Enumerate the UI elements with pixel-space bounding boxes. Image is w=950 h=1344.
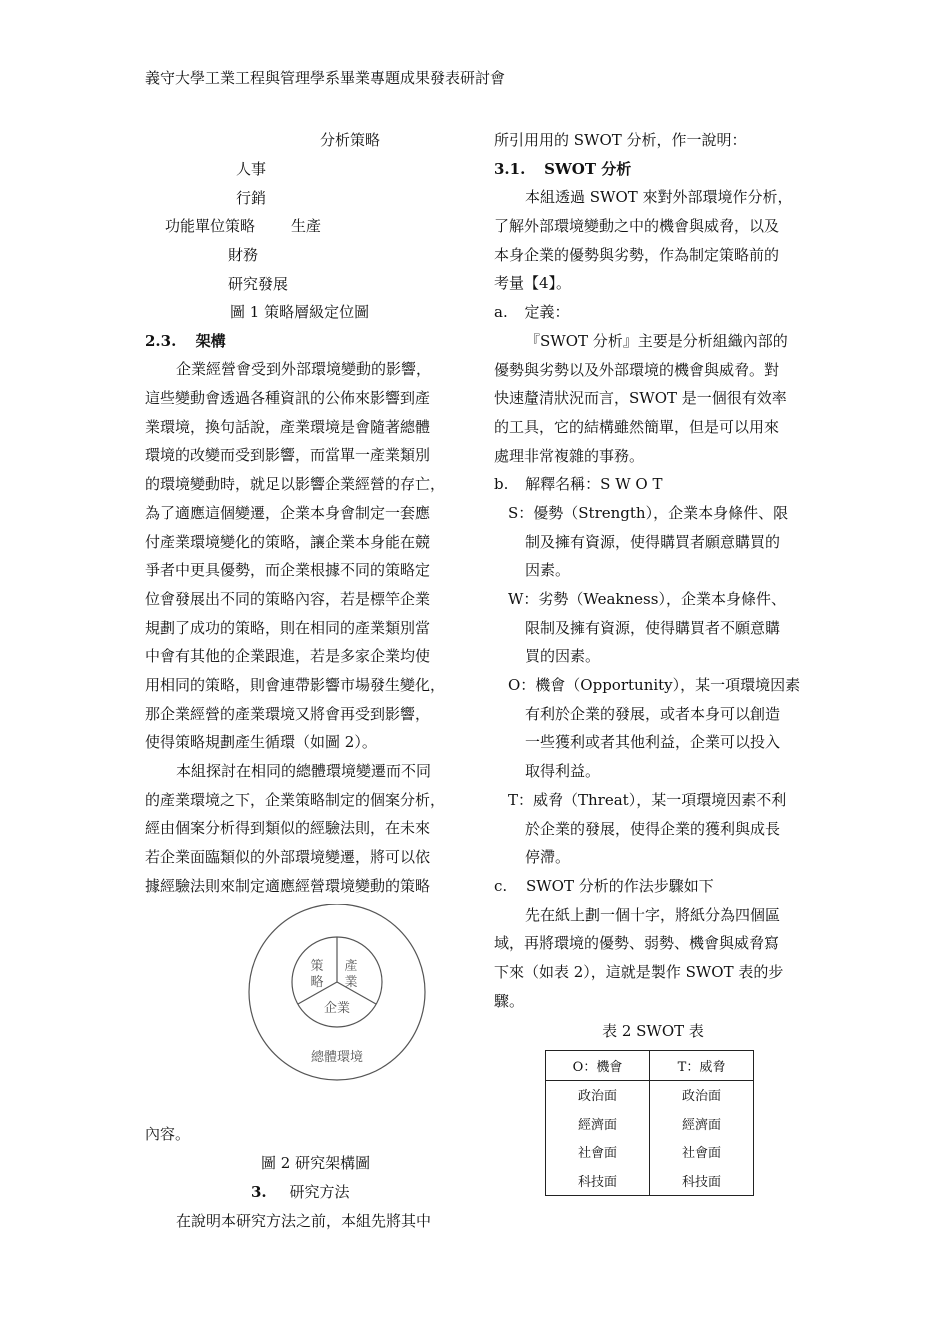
text-line: 在說明本研究方法之前，本組先將其中 [176, 1211, 432, 1230]
left-column [145, 126, 463, 1235]
table-row [546, 1080, 754, 1109]
text-line: 位會發展出不同的策略內容，若是標竿企業 [145, 589, 431, 608]
table-cell: 社會面 [650, 1138, 754, 1167]
text-line: 使得策略規劃產生循環（如圖 2）。 [145, 733, 377, 752]
swot-weakness-def [494, 585, 812, 671]
swot-table [545, 1050, 754, 1196]
label-strategy-2: 略 [310, 975, 324, 991]
text-line: 付產業環境變化的策略，讓企業本身能在競 [145, 532, 431, 551]
text-line: 買的因素。 [525, 647, 601, 666]
table-cell: 經濟面 [650, 1109, 754, 1138]
item-label: a. [494, 303, 508, 322]
text-line: 因素。 [525, 561, 571, 580]
text-line: 環境的改變而受到影響，而當單一產業類別 [145, 446, 431, 465]
research-framework-diagram [245, 904, 429, 1084]
table-cell: 社會面 [546, 1138, 650, 1167]
text-line: 於企業的發展，使得企業的獲利與成長 [525, 819, 781, 838]
fig1-item-marketing: 行銷 [236, 189, 267, 207]
figure-2 [145, 900, 463, 1120]
text-line: 內容。 [145, 1125, 191, 1144]
table-row [546, 1109, 754, 1138]
table-cell: 政治面 [650, 1080, 754, 1109]
text-line: 限制及擁有資源，使得購買者不願意購 [525, 618, 781, 637]
item-a-heading [494, 298, 812, 327]
section-number: 2.3. [145, 331, 177, 350]
text-line: 有利於企業的發展，或者本身可以創造 [525, 704, 781, 723]
section-3-1-heading [494, 155, 812, 184]
section-3-heading [145, 1178, 463, 1207]
text-line: 企業經營會受到外部環境變動的影響， [176, 360, 432, 379]
section-2-3-para1 [145, 355, 463, 757]
text-line: 這些變動會透過各種資訊的公佈來影響到產 [145, 389, 431, 408]
section-2-3-heading [145, 327, 463, 356]
text-line: 業環境，換句話說，產業環境是會隨著總體 [145, 417, 431, 436]
text-line: 的工具，它的結構雖然簡單，但是可以用來 [494, 417, 780, 436]
text-line: 停滯。 [525, 848, 571, 867]
figure-1 [145, 126, 463, 298]
text-line: 本身企業的優勢與劣勢，作為制定策略前的 [494, 245, 780, 264]
text-line: 考量【4】。 [494, 274, 572, 293]
text-line: 優勢與劣勢以及外部環境的機會與威脅。對 [494, 360, 780, 379]
fig1-item-production: 生產 [291, 217, 322, 235]
table-header-cell: T：威脅 [650, 1051, 754, 1081]
text-line: 規劃了成功的策略，則在相同的產業類別當 [145, 618, 431, 637]
text-line: 的環境變動時，就足以影響企業經營的存亡， [145, 475, 446, 494]
item-title: 解釋名稱：S W O T [525, 475, 663, 494]
text-line: 本組透過 SWOT 來對外部環境作分析， [525, 188, 793, 207]
label-strategy-1: 策 [310, 959, 324, 975]
table-2-caption: 表 2 SWOT 表 [602, 1022, 704, 1041]
table-header-row [546, 1051, 754, 1081]
table-cell: 經濟面 [546, 1109, 650, 1138]
swot-opportunity-def [494, 671, 812, 786]
table-cell: 科技面 [650, 1166, 754, 1195]
text-line: 『SWOT 分析』主要是分析組織內部的 [525, 331, 788, 350]
section-title: 架構 [195, 331, 226, 350]
text-line: 若企業面臨類似的外部環境變遷，將可以依 [145, 848, 431, 867]
text-line: 據經驗法則來制定適應經營環境變動的策略 [145, 876, 431, 895]
table-row [546, 1138, 754, 1167]
text-line: 中會有其他的企業跟進，若是多家企業均使 [145, 647, 431, 666]
table-header-cell: O：機會 [546, 1051, 650, 1081]
table-cell: 政治面 [546, 1080, 650, 1109]
section-title: SWOT 分析 [544, 159, 632, 178]
text-line: 用相同的策略，則會連帶影響市場發生變化， [145, 675, 446, 694]
item-c-heading [494, 872, 812, 901]
text-line: 域，再將環境的優勢、弱勢、機會與威脅寫 [494, 934, 780, 953]
fig1-analysis-strategy: 分析策略 [320, 131, 381, 149]
item-title: 定義： [524, 303, 570, 322]
text-line: 處理非常複雜的事務。 [494, 446, 645, 465]
text-line: 一些獲利或者其他利益，企業可以投入 [525, 733, 781, 752]
label-industry-2: 業 [344, 975, 358, 991]
label-enterprise: 企業 [323, 1001, 351, 1017]
text-line: 了解外部環境變動之中的機會與威脅，以及 [494, 217, 780, 236]
text-line: 快速釐清狀況而言，SWOT 是一個很有效率 [494, 389, 787, 408]
right-column [494, 126, 812, 1196]
label-industry-1: 產 [344, 959, 358, 975]
text-line: 取得利益。 [525, 762, 601, 781]
item-label: c. [494, 876, 508, 895]
text-line: S：優勢（Strength），企業本身條件、限 [508, 503, 789, 522]
figure-2-caption: 圖 2 研究架構圖 [261, 1154, 371, 1173]
text-line: 下來（如表 2），這就是製作 SWOT 表的步 [494, 962, 784, 981]
fig1-item-hr: 人事 [236, 160, 267, 178]
item-title: SWOT 分析的作法步驟如下 [525, 876, 714, 895]
text-line: O：機會（Opportunity），某一項環境因素 [508, 676, 801, 695]
swot-threat-def [494, 786, 812, 872]
table-cell: 科技面 [546, 1166, 650, 1195]
text-line: T：威脅（Threat），某一項環境因素不利 [508, 790, 787, 809]
fig1-item-finance: 財務 [228, 246, 259, 264]
text-line: 為了適應這個變遷，企業本身會制定一套應 [145, 503, 431, 522]
item-b-heading [494, 470, 812, 499]
fig1-functional-label: 功能單位策略 [165, 217, 256, 235]
section-title: 研究方法 [289, 1182, 350, 1201]
text-line: 制及擁有資源，使得購買者願意購買的 [525, 532, 781, 551]
text-line: 本組探討在相同的總體環境變遷而不同 [176, 762, 432, 780]
fig1-item-rnd: 研究發展 [228, 275, 289, 293]
section-2-3-para2 [145, 757, 463, 900]
section-number: 3.1. [494, 159, 526, 178]
conference-header: 義守大學工業工程與管理學系畢業專題成果發表研討會 [145, 69, 506, 87]
text-line: 爭者中更具優勢，而企業根據不同的策略定 [145, 561, 431, 580]
text-line: 所引用用的 SWOT 分析，作一說明： [494, 131, 747, 149]
label-macro-environment: 總體環境 [310, 1050, 364, 1066]
text-line: 的產業環境之下，企業策略制定的個案分析， [145, 790, 446, 809]
text-line: 那企業經營的產業環境又將會再受到影響， [145, 704, 431, 723]
item-label: b. [494, 475, 509, 494]
text-line: 驟。 [494, 991, 525, 1010]
figure-1-caption: 圖 1 策略層級定位圖 [230, 303, 370, 321]
text-line: 先在紙上劃一個十字，將紙分為四個區 [525, 905, 781, 924]
text-line: W：劣勢（Weakness），企業本身條件、 [508, 590, 786, 608]
table-row [546, 1166, 754, 1195]
swot-strength-def [494, 499, 812, 585]
section-number: 3. [251, 1182, 267, 1201]
text-line: 經由個案分析得到類似的經驗法則，在未來 [145, 819, 431, 838]
